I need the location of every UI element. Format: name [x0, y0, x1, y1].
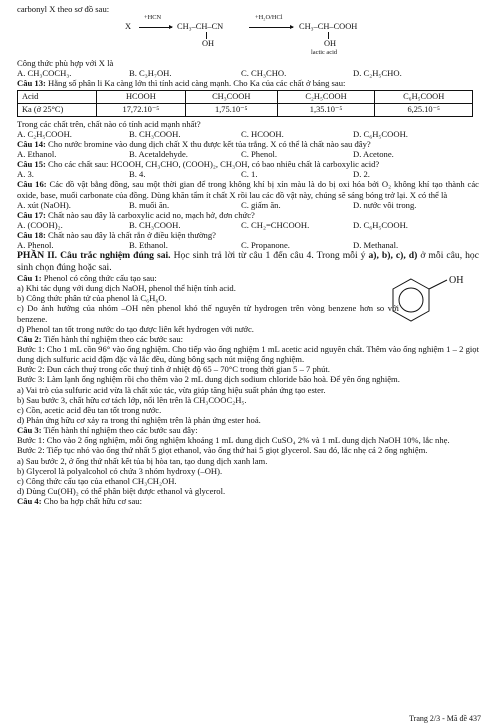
q14-stem	[17, 139, 479, 149]
c3-statement-b[interactable]: b) Glycerol là polyalcohol có chứa 3 nhóm hydroxy (–OH).	[17, 465, 223, 476]
q18-text: Chất nào sau đây là chất rắn ở điều kiện thường?	[45, 230, 216, 241]
c4-text: Cho ba hợp chất hữu cơ sau:	[41, 496, 142, 507]
q18-options	[17, 240, 479, 250]
q18-stem	[17, 230, 479, 240]
q15-option-d[interactable]: D. 2.	[353, 169, 370, 180]
scheme-arrow-2	[249, 27, 293, 28]
c2-statement-b[interactable]: b) Sau bước 3, chất hữu cơ tách lớp, nổi lên trên là CH₃COOC₂H₅.	[17, 394, 247, 405]
c1-statement-b[interactable]: b) Công thức phân tử của phenol là C₆H₆O.	[17, 293, 167, 304]
c3-stem	[17, 425, 479, 435]
q17-stem	[17, 210, 479, 220]
c2-step-3: Bước 3: Làm lạnh ống nghiệm rồi cho thêm vào 2 mL dung dịch sodium chloride bão hoà. Để yên ống nghiệm.	[17, 374, 400, 385]
q17-option-b[interactable]: B. CH₃COOH.	[129, 219, 181, 230]
q17-text: Chất nào sau đây là carboxylic acid no, mạch hở, đơn chức?	[45, 209, 255, 220]
scheme-intermediate: CH₃–CH–CN	[177, 22, 224, 32]
q12-options	[17, 68, 479, 78]
ka-value-cell: 6,25.10⁻⁵	[375, 103, 473, 116]
q18-option-c[interactable]: C. Propanone.	[241, 240, 290, 251]
c1-number: Câu 1:	[17, 273, 42, 284]
ka-value-cell: 17,72.10⁻⁵	[97, 103, 186, 116]
c3-number: Câu 3:	[17, 425, 42, 436]
ka-header-cell: Acid	[18, 90, 97, 103]
q13-option-a[interactable]: A. C₂H₅COOH.	[17, 128, 72, 139]
scheme-product-oh: OH	[324, 39, 337, 49]
c2-text: Tiến hành thí nghiệm theo các bước sau:	[41, 333, 184, 344]
c1-block	[17, 273, 479, 334]
q18-number: Câu 18:	[17, 230, 46, 241]
q16-text: Các đồ vật bằng đồng, sau một thời gian để trong không khí bị xỉn màu là do bị oxi hóa bởi O₂ không khí tạo thành các oxide, base, muối carbonate của đồng. Dùng khăn tẩm ít chất X rồi lau các đồ vật này, chúng sẽ sáng bóng trở lại. X có thể là	[17, 179, 479, 200]
scheme-intermediate-oh: OH	[202, 39, 215, 49]
q18-option-b[interactable]: B. Ethanol.	[129, 240, 168, 251]
ka-table-row	[18, 103, 473, 116]
q15-option-c[interactable]: C. 1.	[241, 169, 258, 180]
phenol-structure-icon	[391, 273, 475, 327]
q18-option-d[interactable]: D. Methanal.	[353, 240, 399, 251]
q16-stem	[17, 179, 479, 199]
intro-text: carbonyl X theo sơ đồ sau:	[17, 4, 110, 14]
c2-statement-a[interactable]: a) Vai trò của sulfuric acid vừa là chất xúc tác, vừa giúp tăng hiệu suất phản ứng tạo ester.	[17, 384, 326, 395]
q17-number: Câu 17:	[17, 209, 46, 220]
ka-header-cell: C₆H₅COOH	[375, 90, 473, 103]
q13-stem-2: Trong các chất trên, chất nào có tính acid mạnh nhất?	[17, 118, 201, 129]
part2-text-2: ở mỗi câu, học sinh chọn đúng hoặc sai.	[17, 250, 479, 273]
scheme-product-name: lactic acid	[311, 49, 338, 57]
part2-heading	[17, 250, 479, 273]
phenol-oh-label: OH	[449, 275, 464, 287]
q12-option-c[interactable]: C. CH₃CHO.	[241, 68, 287, 79]
ka-value-cell: 1,35.10⁻⁵	[277, 103, 375, 116]
q14-number: Câu 14:	[17, 138, 46, 149]
q17-option-c[interactable]: C. CH₂=CHCOOH.	[241, 219, 310, 230]
ka-header-cell: C₂H₅COOH	[277, 90, 375, 103]
q16-option-c[interactable]: C. giấm ăn.	[241, 199, 281, 210]
q14-option-c[interactable]: C. Phenol.	[241, 148, 278, 159]
c2-statement-c[interactable]: c) Cồn, acetic acid đều tan tốt trong nước.	[17, 404, 162, 415]
q13-stem	[17, 78, 479, 88]
q13-options	[17, 129, 479, 139]
c2-step-1: Bước 1: Cho 1 mL cồn 96° vào ống nghiệm. Cho tiếp vào ống nghiệm 1 mL acetic acid nguyên chất. Thêm vào ống nghiệm 1 – 2 giọt dung dịch sulfuric acid đậm đặc và lắc đều, dùng bông sạch nút miệng ống nghiệm.	[17, 344, 479, 365]
exam-page	[17, 4, 479, 506]
scheme-product: CH₃–CH–COOH	[299, 22, 358, 32]
q13-option-b[interactable]: B. CH₃COOH.	[129, 128, 181, 139]
c1-statement-d[interactable]: d) Phenol tan tốt trong nước do tạo được liên kết hydrogen với nước.	[17, 323, 254, 334]
q14-text: Cho nước bromine vào dung dịch chất X thu được kết tủa trắng. X có thể là chất nào sau đây?	[45, 138, 371, 149]
q12-stem: Công thức phù hợp với X là	[17, 58, 114, 69]
q15-number: Câu 15:	[17, 159, 46, 170]
scheme-reagent-1: +HCN	[144, 14, 162, 22]
c1-statement-a[interactable]: a) Khi tác dụng với dung dịch NaOH, phenol thể hiện tính acid.	[17, 283, 236, 294]
c1-statement-c[interactable]: c) Do ảnh hưởng của nhóm –OH nên phenol khó thế nguyên tử hydrogen trên vòng benzene hơn so với benzene.	[17, 303, 399, 324]
q15-option-a[interactable]: A. 3.	[17, 169, 34, 180]
q18-option-a[interactable]: A. Phenol.	[17, 240, 54, 251]
c3-statement-d[interactable]: d) Dùng Cu(OH)₂ có thể phân biệt được ethanol và glycerol.	[17, 485, 226, 496]
c2-number: Câu 2:	[17, 333, 42, 344]
c2-step-2: Bước 2: Đun cách thuỷ trong cốc thuỷ tinh ở nhiệt độ 65 – 70°C trong thời gian 5 – 7 phút.	[17, 364, 330, 375]
ka-header-cell: CH₃COOH	[185, 90, 277, 103]
q14-options	[17, 149, 479, 159]
q17-option-d[interactable]: D. C₆H₅COOH.	[353, 219, 408, 230]
q17-options	[17, 220, 479, 230]
q15-text: Cho các chất sau: HCOOH, CH₃CHO, (COOH)₂, CH₃OH, có bao nhiêu chất là carboxylic acid?	[45, 159, 380, 170]
q16-option-a[interactable]: A. xút (NaOH).	[17, 199, 71, 210]
c2-stem	[17, 334, 479, 344]
part2-title: PHẦN II. Câu trắc nghiệm đúng sai.	[17, 250, 171, 262]
q17-option-a[interactable]: A. (COOH)₂.	[17, 219, 63, 230]
q13-text: Hằng số phân li Ka càng lớn thì tính acid càng mạnh. Cho Ka của các chất ở bảng sau:	[45, 78, 346, 89]
scheme-bond-1	[206, 32, 207, 39]
q13-option-c[interactable]: C. HCOOH.	[241, 128, 284, 139]
scheme-reagent-2: +H₂O/HCl	[255, 14, 283, 22]
c2-statement-d[interactable]: d) Phản ứng hữu cơ xảy ra trong thí nghiệm trên là phản ứng ester hoá.	[17, 414, 261, 425]
q12-option-b[interactable]: B. C₃H₇OH.	[129, 68, 172, 79]
c4-number: Câu 4:	[17, 496, 42, 507]
ka-value-cell: 1,75.10⁻⁵	[185, 103, 277, 116]
scheme-arrow-1	[139, 27, 172, 28]
ka-row-label: Ka (ở 25°C)	[18, 103, 97, 116]
q12-option-d[interactable]: D. C₂H₅CHO.	[353, 68, 402, 79]
q13-number: Câu 13:	[17, 78, 46, 89]
q16-option-d[interactable]: D. nước vôi trong.	[353, 199, 417, 210]
c3-step-1: Bước 1: Cho vào 2 ống nghiệm, mỗi ống nghiệm khoảng 1 mL dung dịch CuSO₄ 2% và 1 mL dung dịch NaOH 10%, lắc nhẹ.	[17, 435, 450, 446]
ka-table-header	[18, 90, 473, 103]
q14-option-d[interactable]: D. Acetone.	[353, 148, 394, 159]
q15-options	[17, 169, 479, 179]
c4-stem	[17, 496, 479, 506]
q13-option-d[interactable]: D. C₆H₅COOH.	[353, 128, 408, 139]
q16-number: Câu 16:	[17, 179, 47, 190]
part2-text-1: Học sinh trả lời từ câu 1 đến câu 4. Trong mỗi ý	[170, 250, 369, 262]
c3-statement-c[interactable]: c) Công thức cấu tạo của ethanol CH₃CH₂OH.	[17, 475, 177, 486]
part2-items: a), b), c), d)	[368, 250, 418, 262]
q16-option-b[interactable]: B. muối ăn.	[129, 199, 170, 210]
ka-header-cell: HCOOH	[97, 90, 186, 103]
q14-option-b[interactable]: B. Acetaldehyde.	[129, 148, 188, 159]
c3-statement-a[interactable]: a) Sau bước 2, ở ống thứ nhất kết tủa bị hòa tan, tạo dung dịch xanh lam.	[17, 455, 268, 466]
q14-option-a[interactable]: A. Ethanol.	[17, 148, 57, 159]
q16-options	[17, 200, 479, 210]
page-footer: Trang 2/3 - Mã đề 437	[409, 713, 481, 723]
c3-text: Tiến hành thí nghiệm theo các bước sau đây:	[41, 425, 198, 436]
scheme-bond-2	[328, 32, 329, 39]
reaction-scheme	[125, 14, 479, 58]
ka-table	[17, 90, 473, 117]
c1-text: Phenol có công thức cấu tạo sau:	[41, 273, 157, 284]
q12-option-a[interactable]: A. CH₃COCH₃.	[17, 68, 72, 79]
q15-stem	[17, 159, 479, 169]
c3-step-2: Bước 2: Tiếp tục nhỏ vào ống thứ nhất 5 giọt ethanol, vào ống thứ hai 5 giọt glycerol. Sau đó, lắc nhẹ cả 2 ống nghiệm.	[17, 445, 428, 456]
scheme-reactant: X	[125, 22, 132, 32]
q15-option-b[interactable]: B. 4.	[129, 169, 146, 180]
